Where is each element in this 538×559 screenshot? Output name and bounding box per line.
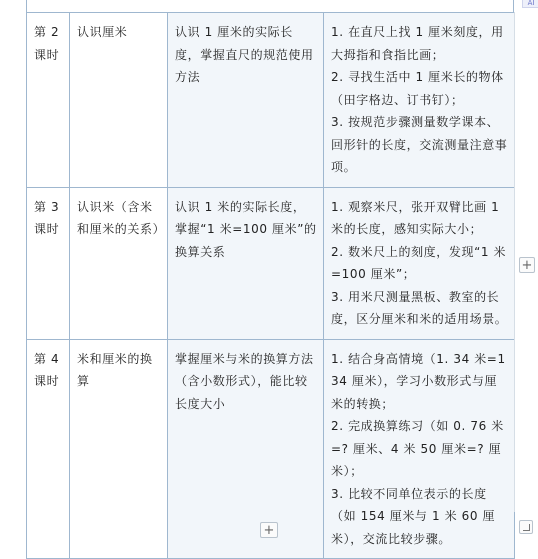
activity-item: 3. 用米尺测量黑板、教室的长度，区分厘米和米的适用场景。 bbox=[331, 289, 508, 326]
period-cell[interactable]: 第 3 课时 bbox=[27, 187, 70, 339]
activity-item: 3. 按规范步骤测量数学课本、回形针的长度，交流测量注意事项。 bbox=[331, 115, 508, 174]
ai-badge[interactable]: AI bbox=[522, 0, 538, 8]
goal-cell[interactable]: 认识 1 米的实际长度，掌握“1 米=100 厘米”的换算关系 bbox=[168, 187, 324, 339]
activities-cell[interactable] bbox=[324, 13, 515, 188]
activity-item: 2. 数米尺上的刻度，发现“1 米=100 厘米”； bbox=[331, 244, 507, 281]
table-resize-handle[interactable] bbox=[519, 520, 533, 534]
activity-item: 1. 在直尺上找 1 厘米刻度，用大拇指和食指比画； bbox=[331, 25, 504, 62]
activity-item: 1. 结合身高情境（1. 34 米=134 厘米），学习小数形式与厘米的转换； bbox=[331, 351, 506, 411]
table-row bbox=[27, 187, 515, 339]
activities-cell[interactable] bbox=[324, 339, 515, 559]
activity-item: 2. 完成换算练习（如 0. 76 米=? 厘米、4 米 50 厘米=? 厘米）； bbox=[331, 419, 504, 478]
activity-item: 3. 比较不同单位表示的长度（如 154 厘米与 1 米 60 厘米），交流比较步骤。 bbox=[331, 486, 496, 546]
activities-cell[interactable] bbox=[324, 187, 515, 339]
lesson-title-cell[interactable]: 认识厘米 bbox=[70, 13, 168, 188]
add-column-button[interactable]: + bbox=[519, 257, 535, 273]
lesson-plan-table bbox=[26, 12, 515, 559]
goal-cell[interactable]: 认识 1 厘米的实际长度，掌握直尺的规范使用方法 bbox=[168, 13, 324, 188]
period-cell[interactable]: 第 2 课时 bbox=[27, 13, 70, 188]
activity-item: 2. 寻找生活中 1 厘米长的物体（田字格边、订书钉）； bbox=[331, 70, 504, 107]
goal-cell[interactable]: 掌握厘米与米的换算方法（含小数形式），能比较长度大小 bbox=[168, 339, 324, 559]
activity-item: 1. 观察米尺，张开双臂比画 1 米的长度，感知实际大小； bbox=[331, 199, 500, 236]
table-row bbox=[27, 13, 515, 188]
table-edge-guide bbox=[514, 12, 515, 512]
period-cell[interactable]: 第 4 课时 bbox=[27, 339, 70, 559]
add-row-button[interactable]: + bbox=[260, 522, 278, 538]
lesson-title-cell[interactable]: 米和厘米的换算 bbox=[70, 339, 168, 559]
lesson-title-cell[interactable]: 认识米（含米和厘米的关系） bbox=[70, 187, 168, 339]
